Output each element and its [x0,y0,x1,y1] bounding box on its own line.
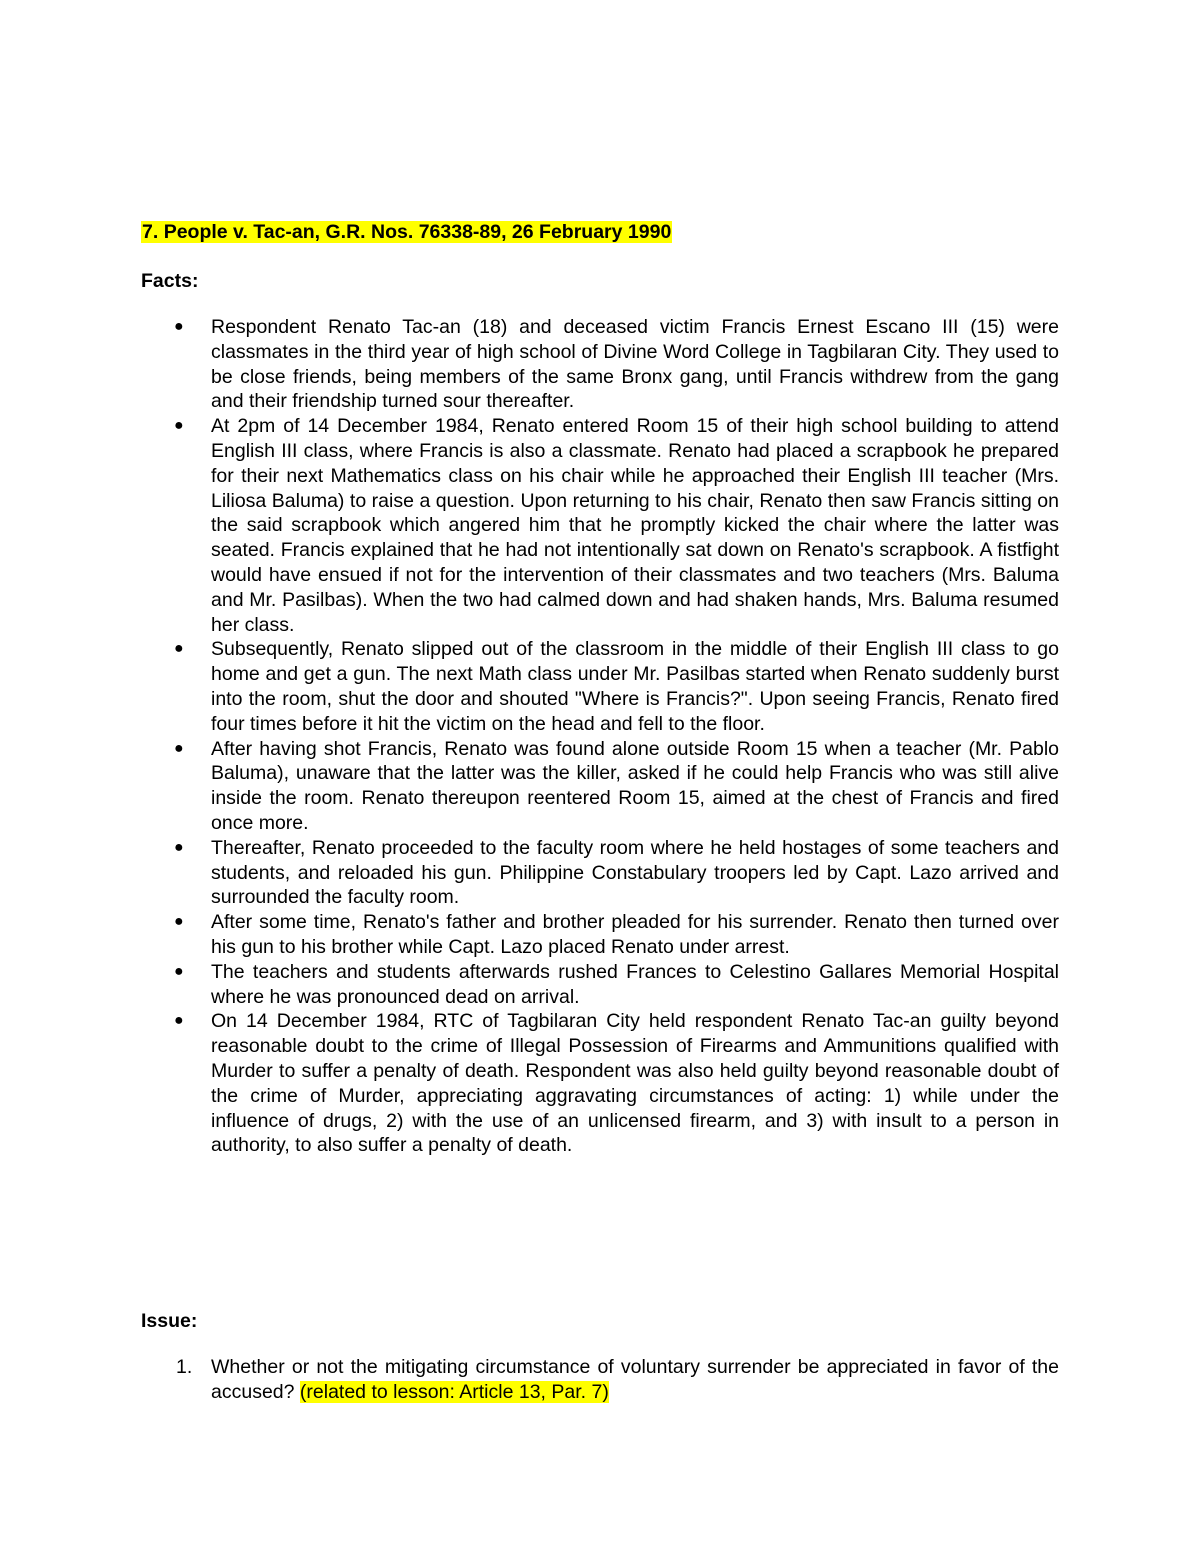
bullet-icon: ● [174,640,184,658]
lesson-note-highlight: (related to lesson: Article 13, Par. 7) [299,1380,609,1403]
fact-text: After having shot Francis, Renato was found alone outside Room 15 when a teacher (Mr. Pablo Baluma), unaware that the latter was the killer, asked if he could help Francis who was still alive inside the room. Renato thereupon reentered Room 15, aimed at the chest of Francis and fired once more. [211,737,1059,834]
bullet-icon: ● [174,417,184,435]
list-item [141,414,1059,637]
bullet-icon: ● [174,838,184,856]
issue-list [141,1355,1059,1405]
case-title-text: People v. Tac-an, G.R. Nos. 76338-89, 26 February 1990 [163,221,672,243]
issue-text: Whether or not the mitigating circumstance of voluntary surrender be appreciated in favor of the accused? [211,1356,1059,1403]
fact-text: Respondent Renato Tac-an (18) and deceased victim Francis Ernest Escano III (15) were classmates in the third year of high school of Divine Word College in Tagbilaran City. They used to be close friends, being members of the same Bronx gang, until Francis withdrew from the gang and their friendship turned sour thereafter. [211,316,1059,413]
list-item [141,910,1059,960]
list-item [141,1355,1059,1405]
fact-text: Thereafter, Renato proceeded to the faculty room where he held hostages of some teachers and students, and reloaded his gun. Philippine Constabulary troopers led by Capt. Lazo arrived and surrounded the faculty room. [211,836,1059,909]
fact-text: On 14 December 1984, RTC of Tagbilaran City held respondent Renato Tac-an guilty beyond reasonable doubt to the crime of Illegal Possession of Firearms and Ammunitions qualified with Murder to suffer a penalty of death. Respondent was also held guilty beyond reasonable doubt of the crime of Murder, appreciating aggravating circumstances of acting: 1) while under the influence of drugs, 2) with the use of an unlicensed firearm, and 3) with insult to a person in authority, to also suffer a penalty of death. [211,1010,1059,1157]
facts-list [141,315,1059,1158]
bullet-icon: ● [174,1012,184,1030]
list-item [141,637,1059,736]
fact-text: Subsequently, Renato slipped out of the classroom in the middle of their English III class to go home and get a gun. The next Math class under Mr. Pasilbas started when Renato suddenly burst into the room, shut the door and shouted "Where is Francis?". Upon seeing Francis, Renato fired four times before it hit the victim on the head and fell to the floor. [211,638,1059,735]
case-title-highlight [141,221,672,243]
fact-text: After some time, Renato's father and brother pleaded for his surrender. Renato then turned over his gun to his brother while Capt. Lazo placed Renato under arrest. [211,911,1059,958]
fact-text: At 2pm of 14 December 1984, Renato entered Room 15 of their high school building to attend English III class, where Francis is also a classmate. Renato had placed a scrapbook he prepared for their next Mathematics class on his chair while he approached their English III teacher (Mrs. Liliosa Baluma) to raise a question. Upon returning to his chair, Renato then saw Francis sitting on the said scrapbook which angered him that he promptly kicked the chair where the latter was seated. Francis explained that he had not intentionally sat down on Renato's scrapbook. A fistfight would have ensued if not for the intervention of their classmates and two teachers (Mrs. Baluma and Mr. Pasilbas). When the two had calmed down and had shaken hands, Mrs. Baluma resumed her class. [211,415,1059,636]
bullet-icon: ● [174,913,184,931]
bullet-icon: ● [174,962,184,980]
list-item [141,1009,1059,1158]
issue-number: 1. [176,1356,193,1378]
issue-heading: Issue: [141,1310,198,1332]
case-title [141,219,672,245]
bullet-icon: ● [174,318,184,335]
list-item [141,836,1059,910]
list-item [141,315,1059,414]
list-item [141,960,1059,1010]
fact-text: The teachers and students afterwards rushed Frances to Celestino Gallares Memorial Hospital where he was pronounced dead on arrival. [211,960,1059,1008]
list-item [141,737,1059,836]
bullet-icon: ● [174,739,184,757]
facts-heading: Facts: [141,270,199,292]
case-number: 7. [142,221,159,243]
